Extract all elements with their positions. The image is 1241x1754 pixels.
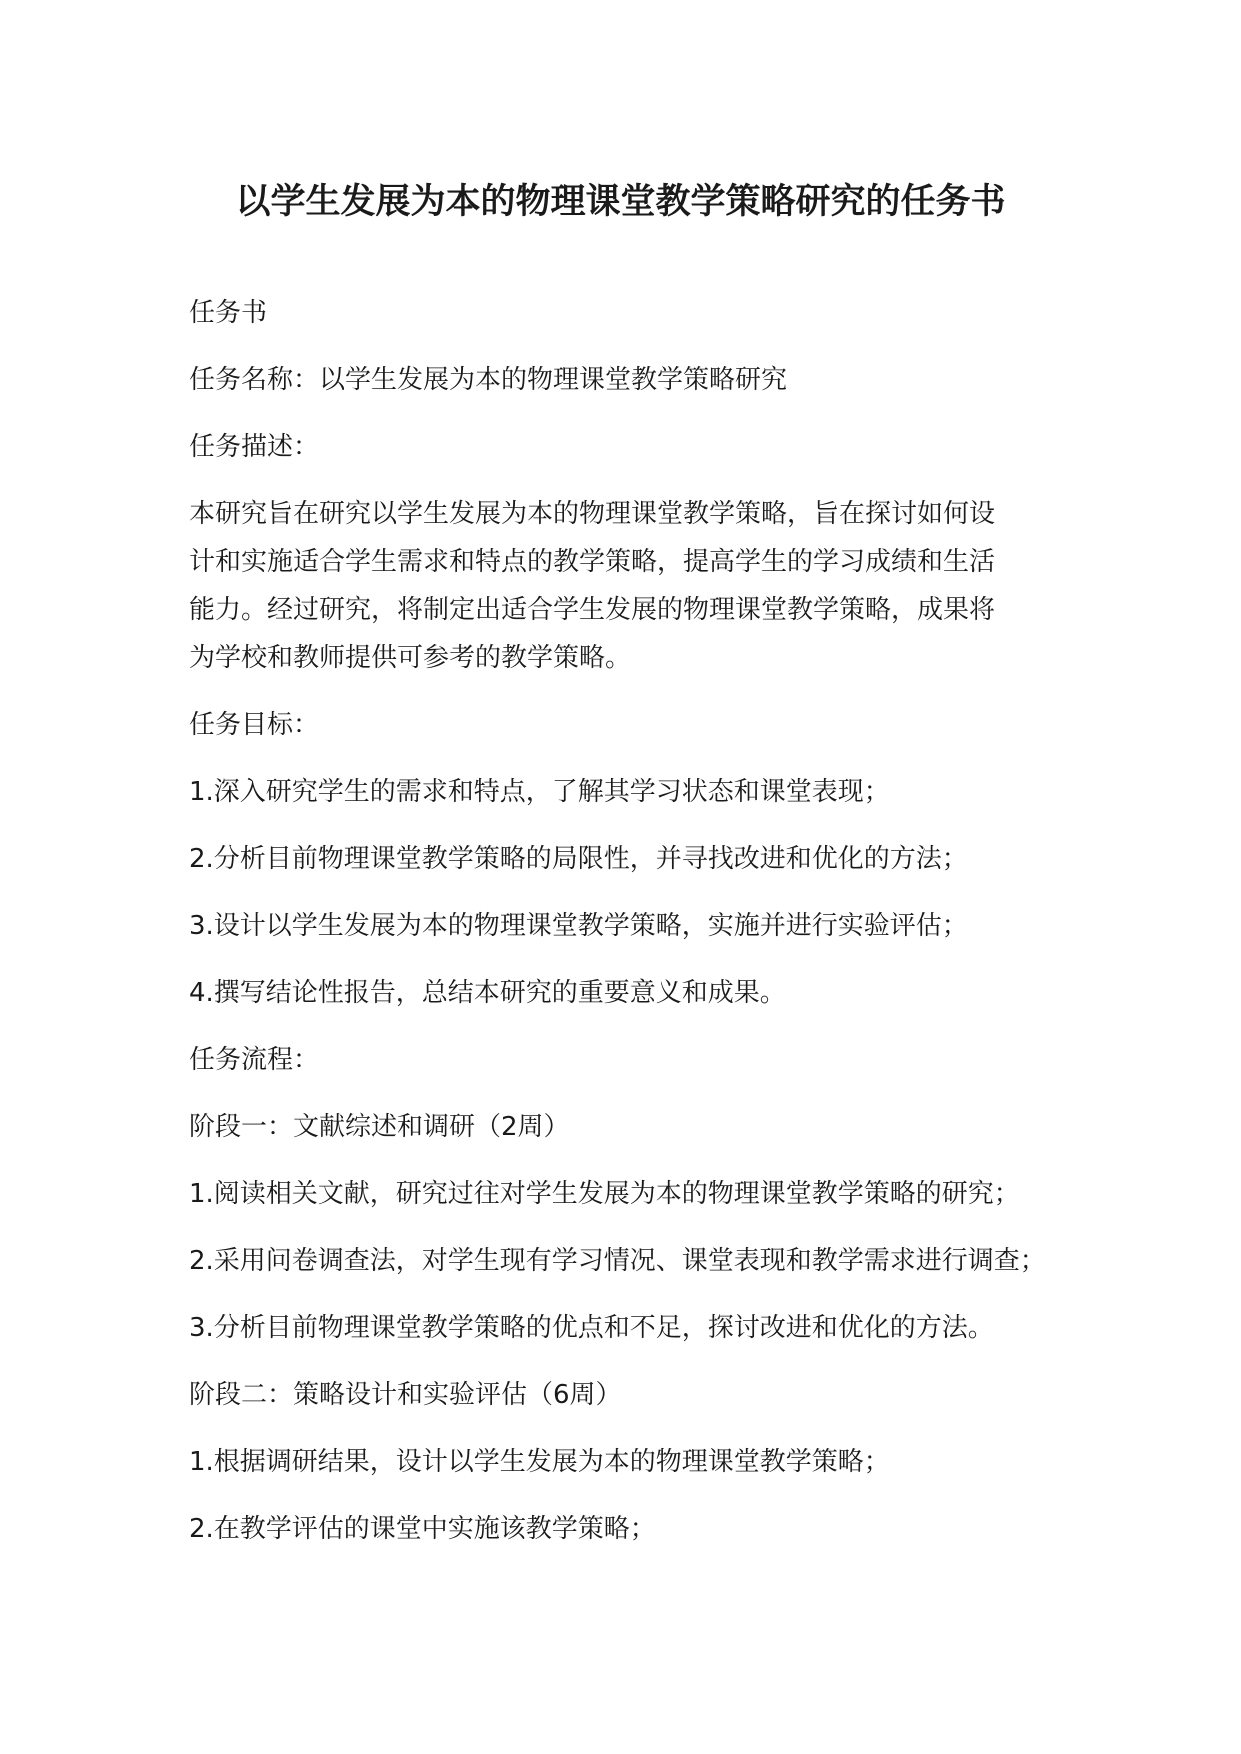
stage-one-heading: 阶段一：文献综述和调研（2周）	[189, 1112, 570, 1142]
stage-two-heading: 阶段二：策略设计和实验评估（6周）	[189, 1380, 622, 1410]
task-description-label: 任务描述：	[189, 432, 320, 462]
document-title: 以学生发展为本的物理课堂教学策略研究的任务书	[235, 182, 1006, 222]
task-goals-label: 任务目标：	[189, 710, 320, 740]
stage-two-item: 1.根据调研结果，设计以学生发展为本的物理课堂教学策略；	[189, 1447, 890, 1477]
description-line: 本研究旨在研究以学生发展为本的物理课堂教学策略，旨在探讨如何设	[189, 499, 996, 529]
description-line: 为学校和教师提供可参考的教学策略。	[189, 643, 632, 673]
stage-one-item: 2.采用问卷调查法，对学生现有学习情况、课堂表现和教学需求进行调查；	[189, 1246, 1046, 1276]
task-name: 任务名称：以学生发展为本的物理课堂教学策略研究	[189, 365, 788, 395]
task-process-label: 任务流程：	[189, 1045, 320, 1075]
goal-item: 4.撰写结论性报告，总结本研究的重要意义和成果。	[189, 978, 786, 1008]
stage-two-item: 2.在教学评估的课堂中实施该教学策略；	[189, 1514, 656, 1544]
description-line: 计和实施适合学生需求和特点的教学策略，提高学生的学习成绩和生活	[189, 547, 996, 577]
stage-one-item: 3.分析目前物理课堂教学策略的优点和不足，探讨改进和优化的方法。	[189, 1313, 994, 1343]
heading-task-book: 任务书	[189, 298, 268, 328]
stage-one-item: 1.阅读相关文献，研究过往对学生发展为本的物理课堂教学策略的研究；	[189, 1179, 1020, 1209]
goal-item: 3.设计以学生发展为本的物理课堂教学策略，实施并进行实验评估；	[189, 911, 968, 941]
task-description-paragraph	[189, 490, 1055, 682]
description-line: 能力。经过研究，将制定出适合学生发展的物理课堂教学策略，成果将	[189, 595, 996, 625]
document-body	[189, 294, 1089, 1577]
goal-item: 1.深入研究学生的需求和特点，了解其学习状态和课堂表现；	[189, 777, 890, 807]
goal-item: 2.分析目前物理课堂教学策略的局限性，并寻找改进和优化的方法；	[189, 844, 968, 874]
